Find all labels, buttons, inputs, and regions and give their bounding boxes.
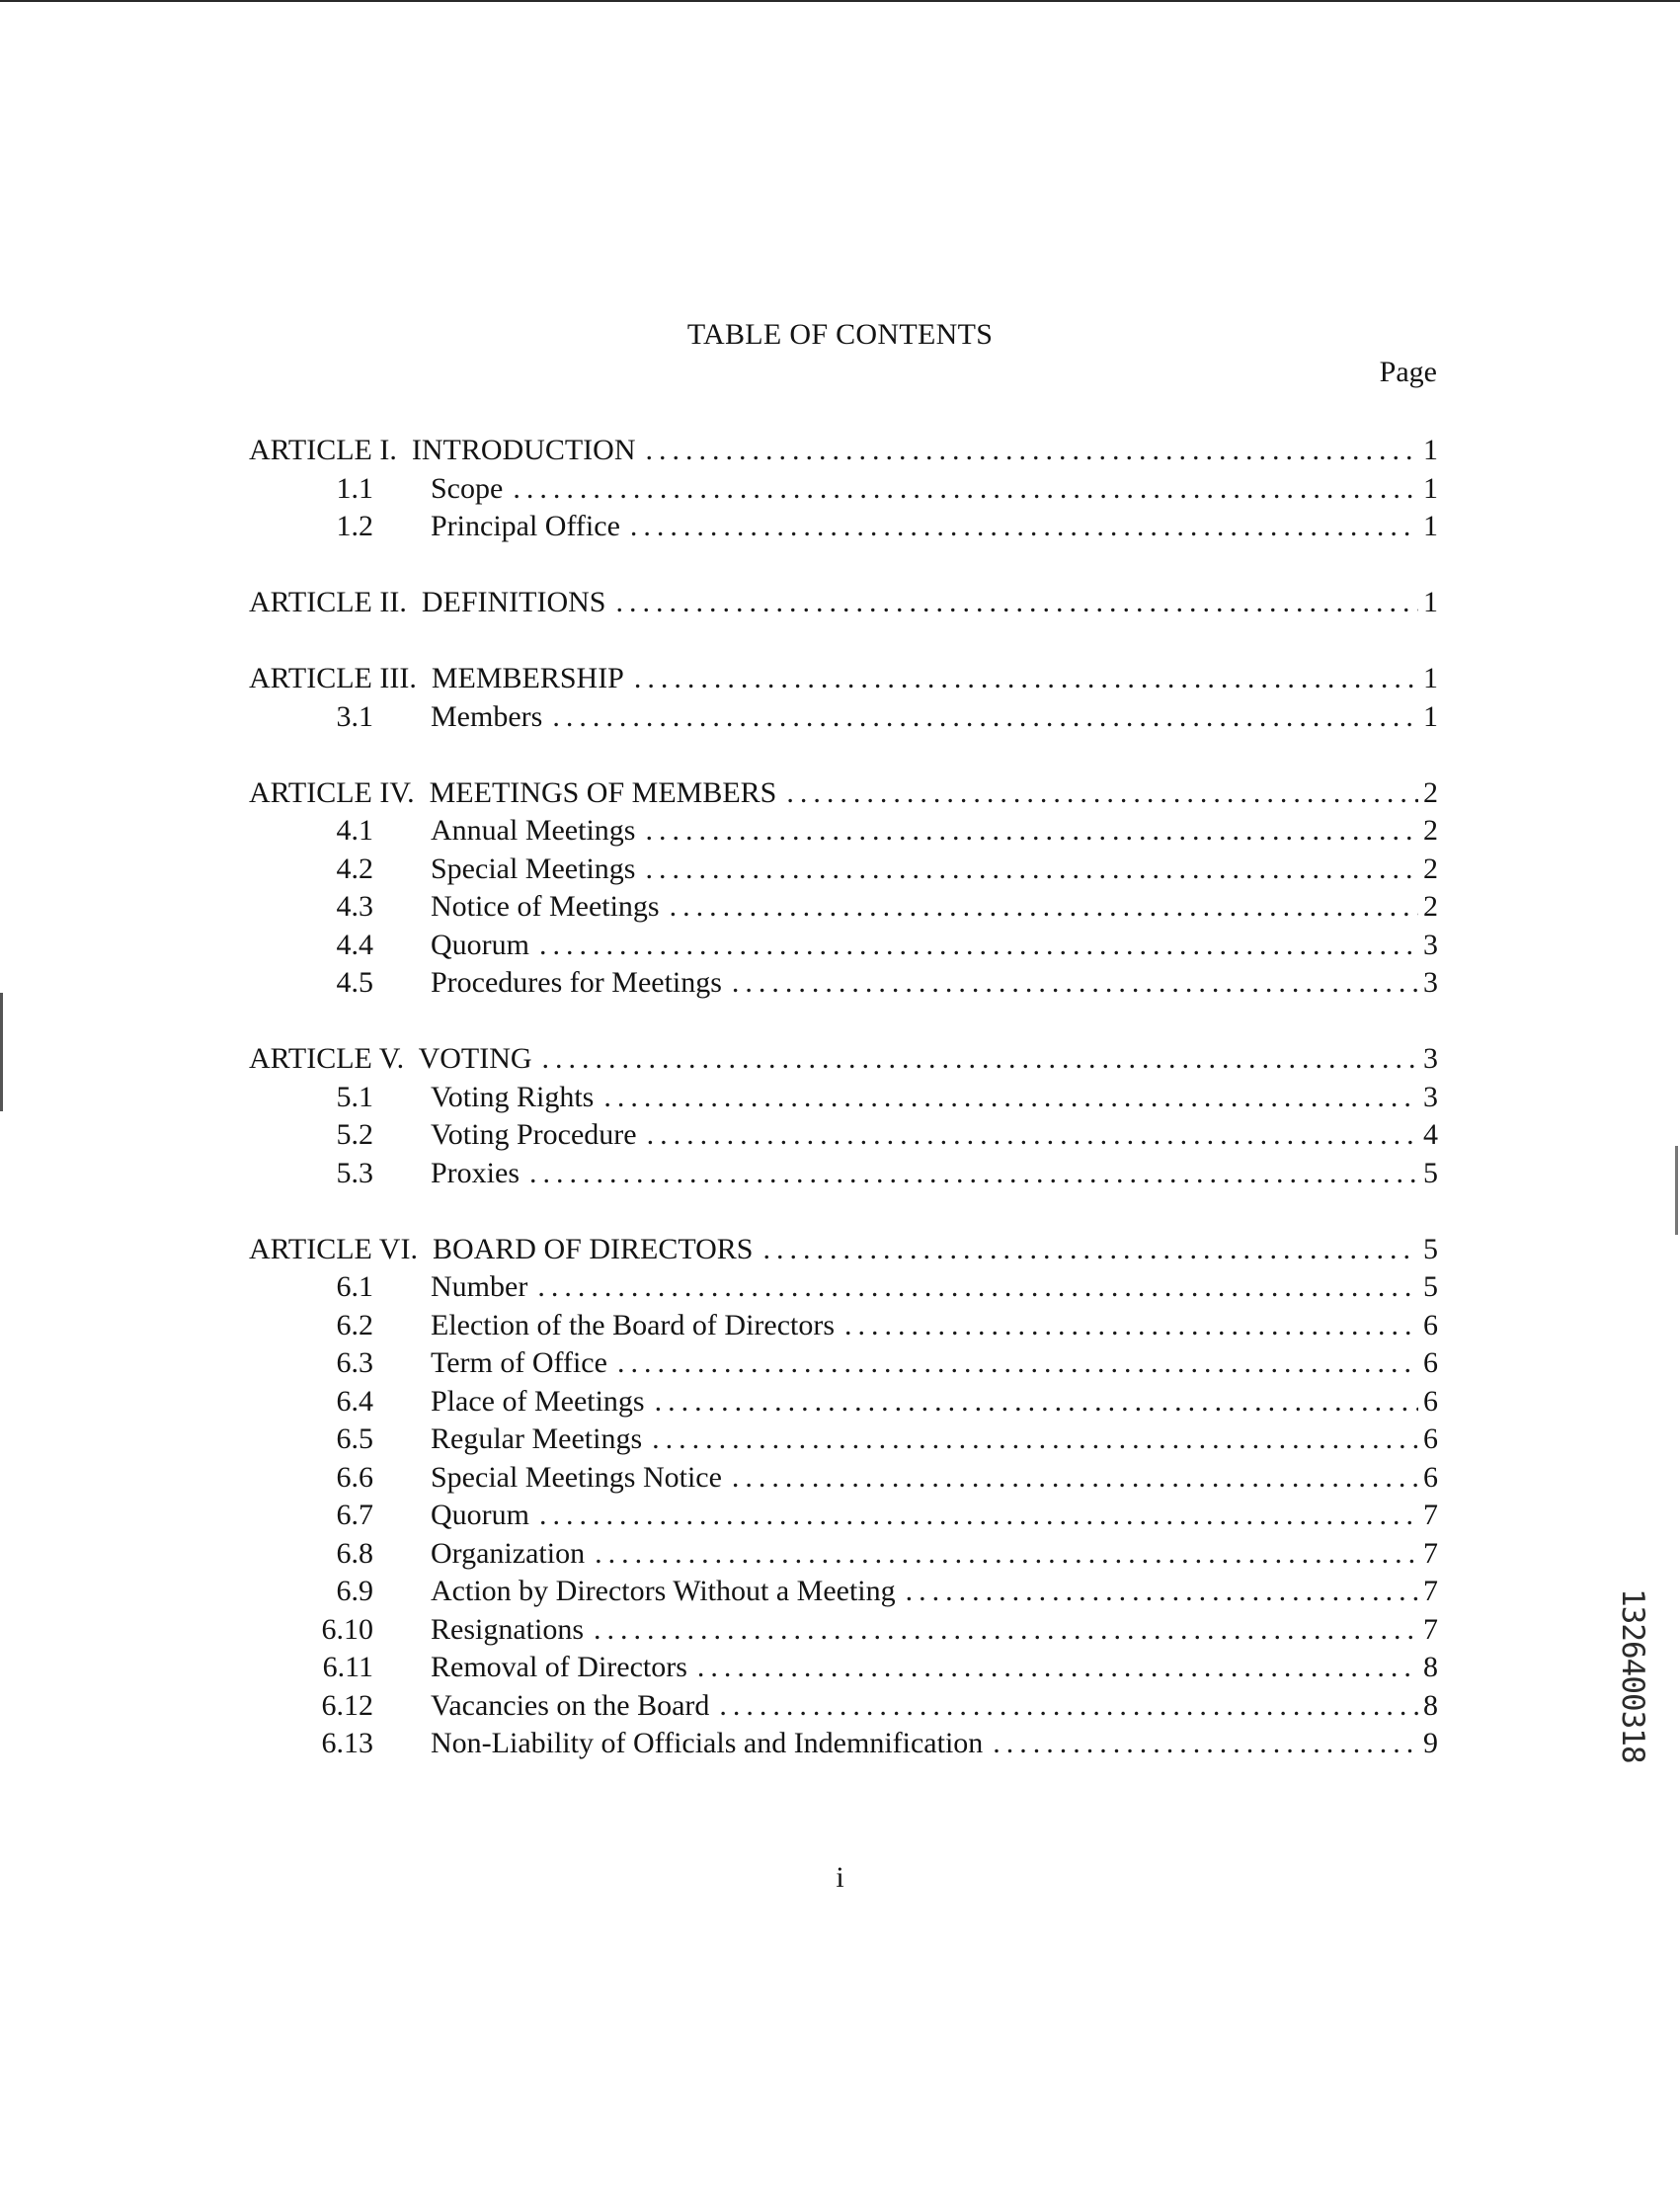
- toc-section-entry: [249, 1307, 1438, 1345]
- toc-leader-dots: [732, 1459, 1418, 1498]
- toc-section-number: 4.2: [336, 852, 373, 885]
- toc-leader-dots: [595, 1535, 1418, 1574]
- toc-leader-dots: [732, 964, 1418, 1003]
- toc-leader-dots: [762, 1231, 1418, 1269]
- toc-page-number: 3: [1423, 966, 1438, 999]
- toc-section-number: 6.11: [322, 1651, 373, 1683]
- toc-page-number: 1: [1423, 434, 1438, 466]
- toc-section-entry: [249, 508, 1438, 546]
- toc-article-entry: [249, 774, 1438, 813]
- toc-section-number: 6.4: [336, 1384, 373, 1418]
- toc-section-title: Term of Office: [431, 1346, 607, 1379]
- toc-section-entry: [249, 470, 1438, 509]
- toc-section-title: Voting Procedure: [431, 1118, 637, 1151]
- toc-leader-dots: [634, 660, 1418, 698]
- toc-page-number: 4: [1423, 1118, 1438, 1151]
- toc-section-number: 4.5: [336, 966, 373, 999]
- toc-section-number: 6.7: [336, 1499, 373, 1531]
- footer-page-number: i: [836, 1861, 844, 1894]
- toc-section-number: 6.6: [336, 1460, 373, 1494]
- toc-leader-dots: [537, 1268, 1418, 1307]
- toc-leader-dots: [670, 888, 1418, 927]
- toc-section-entry: [249, 1687, 1438, 1726]
- toc-leader-dots: [697, 1649, 1418, 1687]
- toc-section-number: 3.1: [336, 699, 373, 733]
- toc-leader-dots: [993, 1725, 1418, 1763]
- toc-leader-dots: [539, 1497, 1418, 1535]
- toc-section-title: Members: [431, 699, 543, 733]
- toc-page-number: 7: [1423, 1612, 1438, 1646]
- toc-page-number: 8: [1423, 1651, 1438, 1683]
- toc-section-entry: [249, 1383, 1438, 1421]
- toc-page-number: 5: [1423, 1156, 1438, 1189]
- toc-leader-dots: [844, 1307, 1418, 1345]
- toc-section-title: Proxies: [431, 1156, 520, 1189]
- toc-page-number: 6: [1423, 1384, 1438, 1418]
- toc-section-entry: [249, 1573, 1438, 1611]
- scan-left-margin-mark: [0, 993, 3, 1111]
- toc-section-number: 4.3: [336, 890, 373, 923]
- toc-section-number: 6.1: [336, 1270, 373, 1303]
- toc-leader-dots: [539, 927, 1418, 965]
- toc-section-number: 6.13: [321, 1727, 373, 1759]
- scan-top-edge: [0, 0, 1680, 2]
- toc-article-entry: [249, 1040, 1438, 1079]
- toc-article-entry: [249, 660, 1438, 698]
- toc-section-title: Notice of Meetings: [431, 890, 660, 923]
- toc-section-title: Regular Meetings: [431, 1422, 643, 1455]
- toc-section-number: 6.5: [336, 1422, 373, 1455]
- toc-page-number: 3: [1423, 1042, 1438, 1075]
- toc-section-entry: [249, 1268, 1438, 1307]
- toc-section-title: Resignations: [431, 1612, 584, 1646]
- toc-section-number: 6.3: [336, 1346, 373, 1379]
- toc-section-entry: [249, 888, 1438, 927]
- toc-section-title: Quorum: [431, 928, 529, 961]
- toc-section-title: Special Meetings: [431, 852, 636, 885]
- toc-leader-dots: [906, 1573, 1418, 1611]
- toc-leader-dots: [645, 812, 1418, 851]
- toc-article-group: [249, 1040, 1438, 1192]
- toc-leader-dots: [645, 851, 1418, 889]
- toc-page-number: 1: [1423, 586, 1438, 618]
- toc-page-number: 1: [1423, 699, 1438, 733]
- toc-section-title: Election of the Board of Directors: [431, 1308, 836, 1341]
- toc-section-title: Scope: [431, 471, 504, 505]
- toc-page-number: 1: [1423, 471, 1438, 505]
- toc-section-number: 5.2: [336, 1118, 373, 1151]
- toc-article-heading: ARTICLE I. INTRODUCTION: [249, 434, 636, 466]
- toc-page-number: 3: [1423, 1080, 1438, 1113]
- scan-right-margin-mark: [1675, 1146, 1678, 1235]
- toc-leader-dots: [615, 584, 1418, 622]
- toc-section-entry: [249, 698, 1438, 737]
- toc-leader-dots: [542, 1040, 1418, 1079]
- toc-leader-dots: [594, 1611, 1418, 1650]
- toc-section-title: Principal Office: [431, 510, 620, 542]
- toc-section-entry: [249, 1421, 1438, 1459]
- toc-article-group: [249, 584, 1438, 622]
- page-title: TABLE OF CONTENTS: [686, 318, 994, 351]
- toc-article-entry: [249, 584, 1438, 622]
- toc-page-number: 7: [1423, 1499, 1438, 1531]
- toc-section-entry: [249, 851, 1438, 889]
- toc-page-number: 2: [1423, 890, 1438, 923]
- toc-page-number: 1: [1423, 662, 1438, 694]
- toc-page-number: 2: [1423, 814, 1438, 847]
- toc-section-number: 1.1: [336, 471, 373, 505]
- toc-article-entry: [249, 432, 1438, 470]
- toc-leader-dots: [617, 1344, 1418, 1383]
- toc-section-title: Annual Meetings: [431, 814, 636, 847]
- toc-page-number: 3: [1423, 928, 1438, 961]
- toc-section-entry: [249, 1079, 1438, 1117]
- bates-number: 1326400318: [1615, 1588, 1650, 1763]
- toc-section-title: Voting Rights: [431, 1080, 595, 1113]
- toc-section-title: Non-Liability of Officials and Indemnification: [431, 1727, 984, 1759]
- toc-section-title: Quorum: [431, 1499, 529, 1531]
- toc-page-number: 6: [1423, 1422, 1438, 1455]
- toc-page-number: 9: [1423, 1727, 1438, 1759]
- toc-article-group: [249, 1231, 1438, 1763]
- toc-article-heading: ARTICLE V. VOTING: [249, 1042, 532, 1075]
- toc-page-number: 7: [1423, 1536, 1438, 1570]
- toc-article-heading: ARTICLE IV. MEETINGS OF MEMBERS: [249, 775, 777, 809]
- toc-leader-dots: [513, 470, 1418, 509]
- toc-article-heading: ARTICLE III. MEMBERSHIP: [249, 662, 624, 694]
- toc-section-number: 4.1: [336, 814, 373, 847]
- toc-section-title: Removal of Directors: [431, 1651, 687, 1683]
- toc-leader-dots: [552, 698, 1418, 737]
- toc-leader-dots: [719, 1687, 1418, 1726]
- toc-leader-dots: [529, 1155, 1418, 1193]
- toc-article-group: [249, 432, 1438, 546]
- toc-article-heading: ARTICLE II. DEFINITIONS: [249, 586, 606, 618]
- toc-page-number: 1: [1423, 510, 1438, 542]
- toc-section-entry: [249, 1155, 1438, 1193]
- table-of-contents: [249, 432, 1438, 1801]
- toc-section-entry: [249, 1344, 1438, 1383]
- toc-page-number: 2: [1423, 852, 1438, 885]
- toc-section-entry: [249, 1459, 1438, 1498]
- page-column-header: Page: [1379, 356, 1437, 388]
- toc-leader-dots: [630, 508, 1418, 546]
- toc-page-number: 6: [1423, 1308, 1438, 1341]
- toc-leader-dots: [603, 1079, 1418, 1117]
- toc-section-title: Organization: [431, 1536, 586, 1570]
- toc-page-number: 8: [1423, 1688, 1438, 1722]
- toc-section-number: 6.10: [321, 1612, 373, 1646]
- toc-page-number: 2: [1423, 775, 1438, 809]
- toc-page-number: 6: [1423, 1460, 1438, 1494]
- toc-section-number: 5.1: [336, 1080, 373, 1113]
- toc-section-number: 6.8: [336, 1536, 373, 1570]
- toc-leader-dots: [647, 1116, 1418, 1155]
- toc-section-title: Special Meetings Notice: [431, 1460, 722, 1494]
- toc-section-entry: [249, 1611, 1438, 1650]
- toc-section-number: 6.9: [336, 1575, 373, 1607]
- toc-leader-dots: [652, 1421, 1418, 1459]
- toc-page-number: 7: [1423, 1575, 1438, 1607]
- toc-leader-dots: [655, 1383, 1418, 1421]
- toc-section-entry: [249, 927, 1438, 965]
- toc-section-number: 5.3: [336, 1156, 373, 1189]
- toc-leader-dots: [786, 774, 1418, 813]
- toc-section-title: Procedures for Meetings: [431, 966, 722, 999]
- toc-article-group: [249, 774, 1438, 1003]
- toc-section-title: Number: [431, 1270, 528, 1303]
- toc-page-number: 5: [1423, 1232, 1438, 1265]
- toc-section-title: Action by Directors Without a Meeting: [431, 1575, 896, 1607]
- toc-section-entry: [249, 812, 1438, 851]
- toc-article-heading: ARTICLE VI. BOARD OF DIRECTORS: [249, 1232, 754, 1265]
- toc-section-number: 4.4: [336, 928, 373, 961]
- toc-section-title: Place of Meetings: [431, 1384, 645, 1418]
- toc-leader-dots: [645, 432, 1418, 470]
- toc-section-entry: [249, 1649, 1438, 1687]
- toc-section-title: Vacancies on the Board: [431, 1688, 710, 1722]
- toc-section-number: 6.2: [336, 1308, 373, 1341]
- toc-article-group: [249, 660, 1438, 736]
- toc-page-number: 5: [1423, 1270, 1438, 1303]
- toc-article-entry: [249, 1231, 1438, 1269]
- toc-section-entry: [249, 1725, 1438, 1763]
- toc-section-number: 6.12: [321, 1688, 373, 1722]
- toc-section-entry: [249, 1535, 1438, 1574]
- toc-page-number: 6: [1423, 1346, 1438, 1379]
- toc-section-number: 1.2: [336, 510, 373, 542]
- toc-section-entry: [249, 964, 1438, 1003]
- toc-section-entry: [249, 1116, 1438, 1155]
- toc-section-entry: [249, 1497, 1438, 1535]
